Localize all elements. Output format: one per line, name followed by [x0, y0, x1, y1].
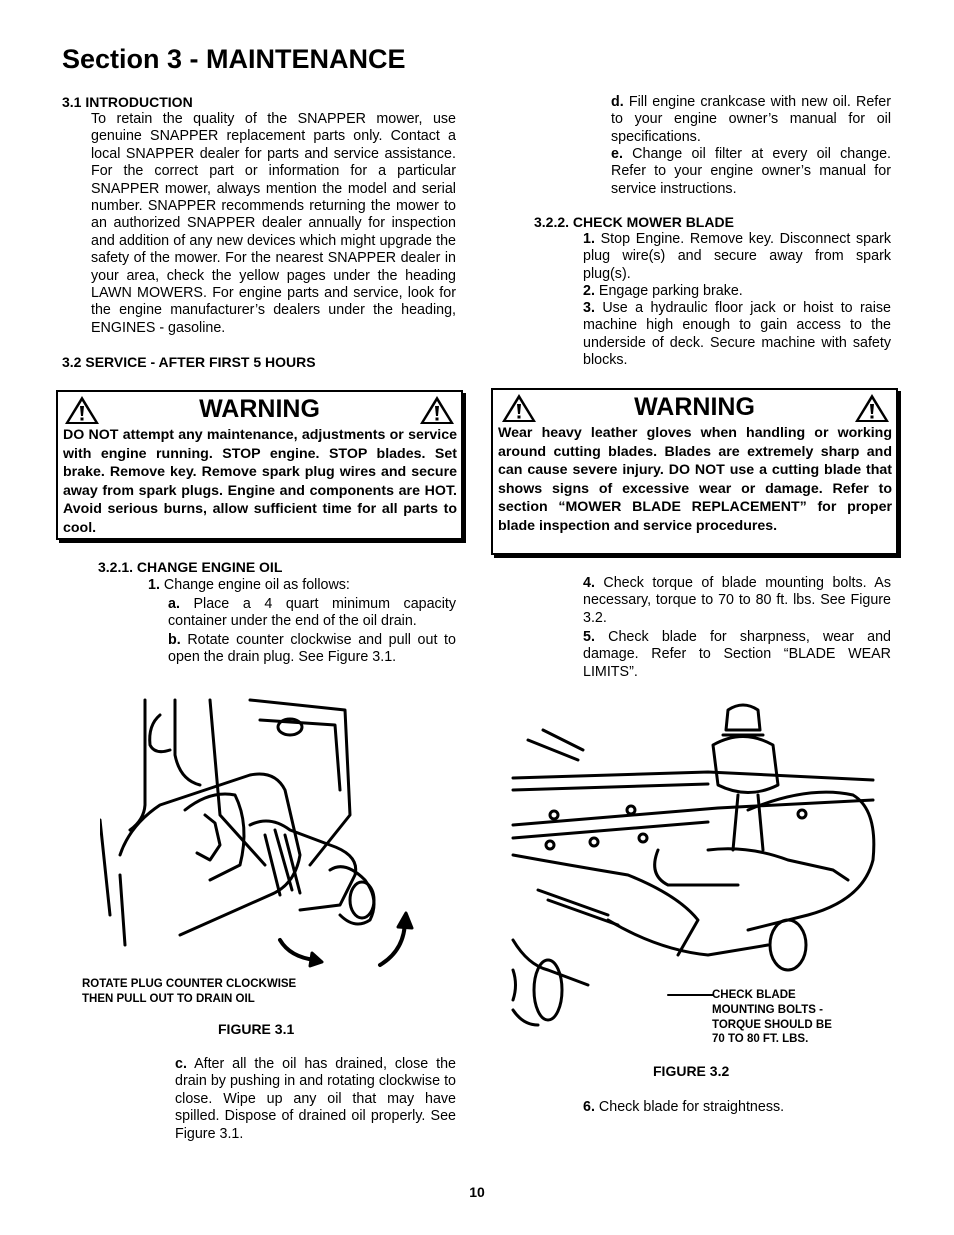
section-title: Section 3 - MAINTENANCE [62, 44, 406, 74]
step-label: a. [168, 596, 180, 612]
blade-step-3 [583, 300, 891, 370]
blade-heading: 3.2.2. CHECK MOWER BLADE [534, 214, 734, 230]
oil-step-d [611, 94, 891, 146]
figure-3-1-label: FIGURE 3.1 [218, 1021, 295, 1037]
warning-box-right [491, 388, 898, 555]
warning-title: WARNING [634, 393, 755, 421]
step-text: After all the oil has drained, close the drain by pushing in and rotating clockwise to close. Wipe up any oil that may have spilled. Dispose of drained oil properly. See Figure 3.1. [175, 1056, 457, 1142]
warning-box-left [56, 390, 463, 540]
oil-step-1 [148, 577, 458, 594]
page-number: 10 [469, 1184, 485, 1200]
caption-line: TORQUE SHOULD BE [712, 1018, 832, 1031]
figure-3-2-caption [712, 988, 832, 1047]
blade-step-1 [583, 231, 891, 283]
step-text: Rotate counter clockwise and pull out to open the drain plug. See Figure 3.1. [168, 632, 456, 666]
step-label: d. [611, 94, 624, 110]
intro-text: To retain the quality of the SNAPPER mower, use genuine SNAPPER replacement parts only. Contact a local SNAPPER dealer for parts and service assistance. For the correct part or information for a particular SNAPPER mower, always mention the model and serial number. SNAPPER recommends returning the mower to an authorized SNAPPER dealer annually for inspection and addition of any new devices which might upgrade the safety of the mower. For the nearest SNAPPER dealer in your area, check the yellow pages under the heading LAWN MOWERS. For engine parts and service, look for the engine manufacturer’s dealers under the heading, ENGINES - gasoline. [91, 111, 456, 336]
warning-triangle-icon [854, 393, 890, 423]
oil-step-e [611, 146, 891, 198]
step-text: Place a 4 quart minimum capacity container under the end of the oil drain. [168, 596, 456, 630]
warning-triangle-icon [419, 395, 455, 425]
step-text: Fill engine crankcase with new oil. Refer to your engine owner’s manual for oil specifications. [611, 94, 891, 145]
figure-3-1-drain-plug-illustration [100, 695, 420, 970]
blade-step-4 [583, 575, 891, 627]
step-number: 2. [583, 283, 595, 299]
step-text: Change engine oil as follows: [163, 577, 350, 593]
step-text: Check torque of blade mounting bolts. As necessary, torque to 70 to 80 ft. lbs. See Figure 3.2. [583, 575, 891, 626]
oil-step-a [168, 596, 456, 631]
step-number: 6. [583, 1099, 595, 1115]
warning-text: DO NOT attempt any maintenance, adjustments or service with engine running. STOP engine. STOP blades. Set brake. Remove key. Remove spark plug wires and secure away from spark plugs. Engine and components are HOT. Avoid serious burns, allow sufficient time for all parts to cool. [63, 427, 457, 536]
oil-step-b [168, 632, 456, 667]
blade-step-5 [583, 629, 891, 681]
oil-step-c [175, 1056, 456, 1143]
caption-line: 70 TO 80 FT. LBS. [712, 1033, 809, 1046]
step-label: e. [611, 146, 623, 162]
step-text: Change oil filter at every oil change. Refer to your engine owner’s manual for service instructions. [611, 146, 891, 197]
figure-3-1-caption [82, 977, 296, 1007]
step-text: Stop Engine. Remove key. Disconnect spark plug wire(s) and secure away from spark plug(s). [583, 231, 891, 282]
figure-3-2-label: FIGURE 3.2 [653, 1063, 730, 1079]
warning-title: WARNING [199, 395, 320, 423]
intro-heading: 3.1 INTRODUCTION [62, 94, 193, 110]
step-number: 1. [148, 577, 160, 593]
caption-line: CHECK BLADE [712, 989, 796, 1001]
service-heading: 3.2 SERVICE - AFTER FIRST 5 HOURS [62, 354, 316, 370]
caption-line: ROTATE PLUG COUNTER CLOCKWISE [82, 978, 297, 990]
figure-3-2-mower-deck-illustration [508, 700, 883, 1035]
warning-text: Wear heavy leather gloves when handling or working around cutting blades. Blades are extremely sharp and can cause severe injury. DO NOT use a cutting blade that shows signs of excessive wear or damage. Refer to section “MOWER BLADE REPLACEMENT” for proper blade inspection and service procedures. [498, 425, 892, 534]
step-text: Check blade for sharpness, wear and damage. Refer to Section “BLADE WEAR LIMITS”. [583, 629, 891, 680]
step-label: b. [168, 632, 181, 648]
blade-step-6 [583, 1099, 891, 1116]
caption-line: THEN PULL OUT TO DRAIN OIL [82, 992, 255, 1005]
caption-line: MOUNTING BOLTS - [712, 1003, 823, 1016]
step-label: c. [175, 1056, 187, 1072]
oil-heading: 3.2.1. CHANGE ENGINE OIL [98, 559, 283, 575]
blade-step-2 [583, 283, 891, 300]
step-text: Check blade for straightness. [598, 1099, 785, 1115]
step-text: Engage parking brake. [598, 283, 743, 299]
step-number: 4. [583, 575, 595, 591]
step-number: 1. [583, 231, 595, 247]
step-text: Use a hydraulic floor jack or hoist to raise machine high enough to gain access to the underside of deck. Secure machine with safety blocks. [583, 300, 891, 369]
step-number: 5. [583, 629, 595, 645]
step-number: 3. [583, 300, 595, 316]
